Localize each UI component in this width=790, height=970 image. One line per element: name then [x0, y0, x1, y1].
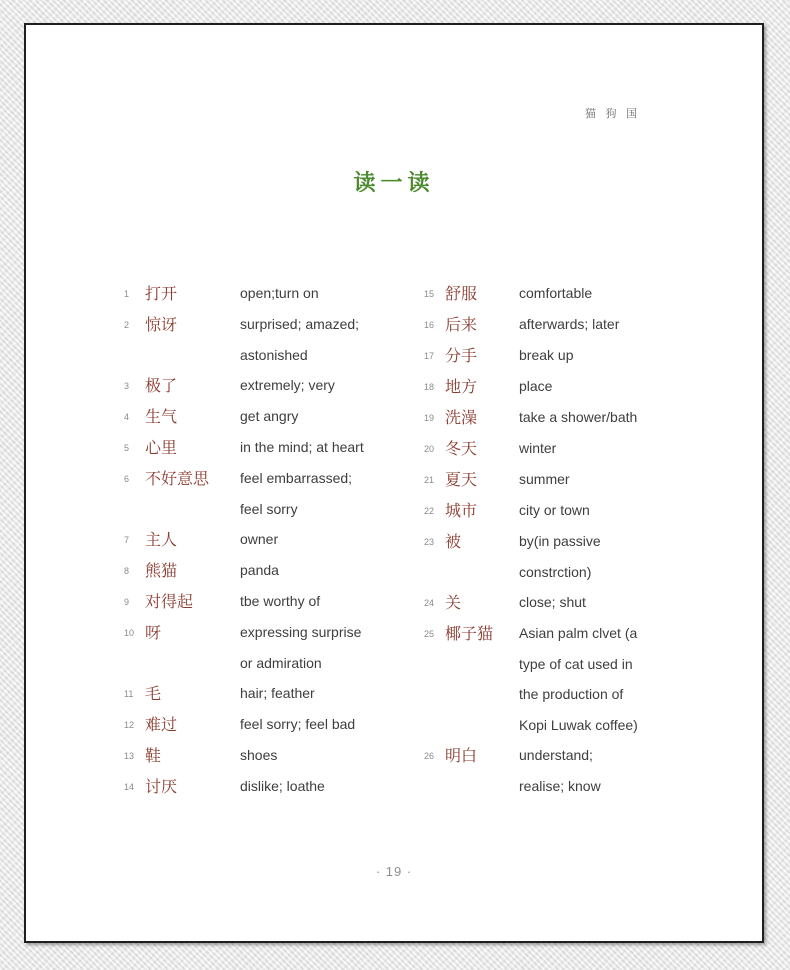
- english-definition: [240, 432, 385, 463]
- entry-number: 2: [124, 320, 130, 330]
- vocabulary-entry: [124, 771, 385, 802]
- vocabulary-entry: [124, 309, 385, 370]
- chinese-word: 鞋: [145, 746, 162, 765]
- entry-number: 8: [124, 566, 130, 576]
- vocabulary-entry: [124, 555, 385, 586]
- definition-line: take a shower/bath: [519, 409, 638, 425]
- definition-line: astonished: [240, 346, 308, 363]
- vocabulary-entry: [124, 432, 385, 463]
- english-definition: [240, 586, 385, 617]
- definition-line: feel embarrassed;: [240, 470, 353, 486]
- english-definition: [519, 278, 664, 309]
- definition-line: understand;: [519, 747, 593, 763]
- vocabulary-entry: [124, 586, 385, 617]
- definition-line: Asian palm clvet (a: [519, 625, 638, 641]
- chinese-word: 城市: [445, 501, 478, 520]
- vocabulary-entry: [124, 678, 385, 709]
- definition-line: place: [519, 378, 553, 394]
- entry-number: 24: [424, 598, 435, 608]
- entry-number: 14: [124, 782, 135, 792]
- definition-line: Kopi Luwak coffee): [519, 716, 638, 733]
- chinese-word: 椰子猫: [445, 624, 494, 643]
- definition-line: the production of: [519, 686, 624, 702]
- vocabulary-entry: [424, 740, 664, 801]
- english-definition: [519, 433, 664, 464]
- chinese-word: 不好意思: [145, 469, 210, 488]
- vocabulary-entry: [424, 402, 664, 433]
- definition-line: realise; know: [519, 777, 601, 794]
- english-definition: [519, 464, 664, 495]
- chinese-word: 夏天: [445, 470, 478, 489]
- vocabulary-entry: [124, 740, 385, 771]
- entry-number: 26: [424, 751, 435, 761]
- definition-line: comfortable: [519, 285, 593, 301]
- definition-line: shoes: [240, 747, 278, 763]
- chinese-word: 打开: [145, 284, 178, 303]
- definition-line: tbe worthy of: [240, 593, 321, 609]
- english-definition: [240, 555, 385, 586]
- definition-line: panda: [240, 562, 279, 578]
- definition-line: feel sorry; feel bad: [240, 716, 356, 732]
- entry-number: 3: [124, 381, 130, 391]
- entry-number: 1: [124, 289, 130, 299]
- vocabulary-entry: [124, 617, 385, 678]
- vocabulary-entry: [124, 463, 385, 524]
- english-definition: [519, 371, 664, 402]
- definition-line: afterwards; later: [519, 316, 620, 332]
- chinese-word: 难过: [145, 715, 178, 734]
- english-definition: [240, 678, 385, 709]
- entry-number: 13: [124, 751, 135, 761]
- chinese-word: 毛: [145, 684, 162, 703]
- definition-line: owner: [240, 531, 279, 547]
- vocabulary-entry: [424, 495, 664, 526]
- vocabulary-entry: [124, 709, 385, 740]
- page-number: · 19 ·: [375, 864, 413, 879]
- chinese-word: 地方: [445, 377, 478, 396]
- chinese-word: 洗澡: [445, 408, 478, 427]
- english-definition: [519, 618, 664, 740]
- definition-line: expressing surprise: [240, 624, 362, 640]
- english-definition: [240, 278, 385, 309]
- chinese-word: 主人: [145, 530, 178, 549]
- entry-number: 9: [124, 597, 130, 607]
- book-page: [24, 23, 764, 943]
- english-definition: [519, 402, 664, 433]
- entry-number: 12: [124, 720, 135, 730]
- entry-number: 23: [424, 537, 435, 547]
- entry-number: 5: [124, 443, 130, 453]
- english-definition: [240, 463, 385, 524]
- english-definition: [240, 771, 385, 802]
- entry-number: 20: [424, 444, 435, 454]
- english-definition: [519, 495, 664, 526]
- entry-number: 18: [424, 382, 435, 392]
- entry-number: 22: [424, 506, 435, 516]
- entry-number: 11: [124, 689, 134, 699]
- vocabulary-entry: [424, 371, 664, 402]
- vocabulary-entry: [124, 278, 385, 309]
- chinese-word: 分手: [445, 346, 478, 365]
- chinese-word: 心里: [145, 438, 178, 457]
- definition-line: dislike; loathe: [240, 778, 325, 794]
- vocabulary-column-left: [124, 278, 385, 802]
- chinese-word: 关: [445, 593, 462, 612]
- english-definition: [240, 740, 385, 771]
- english-definition: [519, 309, 664, 340]
- chinese-word: 呀: [145, 623, 162, 642]
- page-title: 读一读: [353, 171, 435, 196]
- running-header: 猫 狗 国: [585, 107, 640, 120]
- chinese-word: 明白: [445, 746, 478, 765]
- chinese-word: 极了: [145, 376, 178, 395]
- vocabulary-entry: [424, 278, 664, 309]
- chinese-word: 对得起: [145, 592, 194, 611]
- vocabulary-column-right: [424, 278, 664, 801]
- english-definition: [240, 709, 385, 740]
- definition-line: in the mind; at heart: [240, 439, 364, 455]
- definition-line: by(in passive: [519, 533, 601, 549]
- definition-line: constrction): [519, 563, 592, 580]
- chinese-word: 熊猫: [145, 561, 178, 580]
- english-definition: [240, 309, 385, 370]
- english-definition: [519, 740, 664, 801]
- vocabulary-entry: [424, 309, 664, 340]
- definition-line: hair; feather: [240, 685, 315, 701]
- vocabulary-entry: [124, 370, 385, 401]
- chinese-word: 后来: [445, 315, 478, 334]
- entry-number: 21: [424, 475, 435, 485]
- english-definition: [519, 340, 664, 371]
- entry-number: 4: [124, 412, 130, 422]
- definition-line: type of cat used in: [519, 655, 633, 672]
- english-definition: [240, 617, 385, 678]
- vocabulary-entry: [424, 526, 664, 587]
- english-definition: [519, 526, 664, 587]
- definition-line: break up: [519, 347, 574, 363]
- english-definition: [240, 370, 385, 401]
- definition-line: winter: [519, 440, 557, 456]
- definition-line: get angry: [240, 408, 299, 424]
- vocabulary-entry: [424, 340, 664, 371]
- definition-line: or admiration: [240, 654, 322, 671]
- definition-line: open;turn on: [240, 285, 319, 301]
- vocabulary-entry: [424, 587, 664, 618]
- chinese-word: 舒服: [445, 284, 478, 303]
- entry-number: 10: [124, 628, 135, 638]
- vocabulary-entry: [124, 524, 385, 555]
- chinese-word: 惊讶: [145, 315, 178, 334]
- vocabulary-entry: [424, 464, 664, 495]
- vocabulary-entry: [124, 401, 385, 432]
- english-definition: [240, 401, 385, 432]
- definition-line: summer: [519, 471, 570, 487]
- entry-number: 15: [424, 289, 435, 299]
- entry-number: 6: [124, 474, 130, 484]
- entry-number: 16: [424, 320, 435, 330]
- english-definition: [519, 587, 664, 618]
- chinese-word: 冬天: [445, 439, 478, 458]
- entry-number: 25: [424, 629, 435, 639]
- entry-number: 19: [424, 413, 435, 423]
- chinese-word: 被: [445, 532, 462, 551]
- english-definition: [240, 524, 385, 555]
- definition-line: extremely; very: [240, 377, 335, 393]
- entry-number: 17: [424, 351, 435, 361]
- definition-line: close; shut: [519, 594, 586, 610]
- definition-line: city or town: [519, 502, 590, 518]
- entry-number: 7: [124, 535, 130, 545]
- chinese-word: 生气: [145, 407, 178, 426]
- chinese-word: 讨厌: [145, 777, 178, 796]
- vocabulary-entry: [424, 433, 664, 464]
- definition-line: feel sorry: [240, 500, 298, 517]
- definition-line: surprised; amazed;: [240, 316, 360, 332]
- vocabulary-entry: [424, 618, 664, 740]
